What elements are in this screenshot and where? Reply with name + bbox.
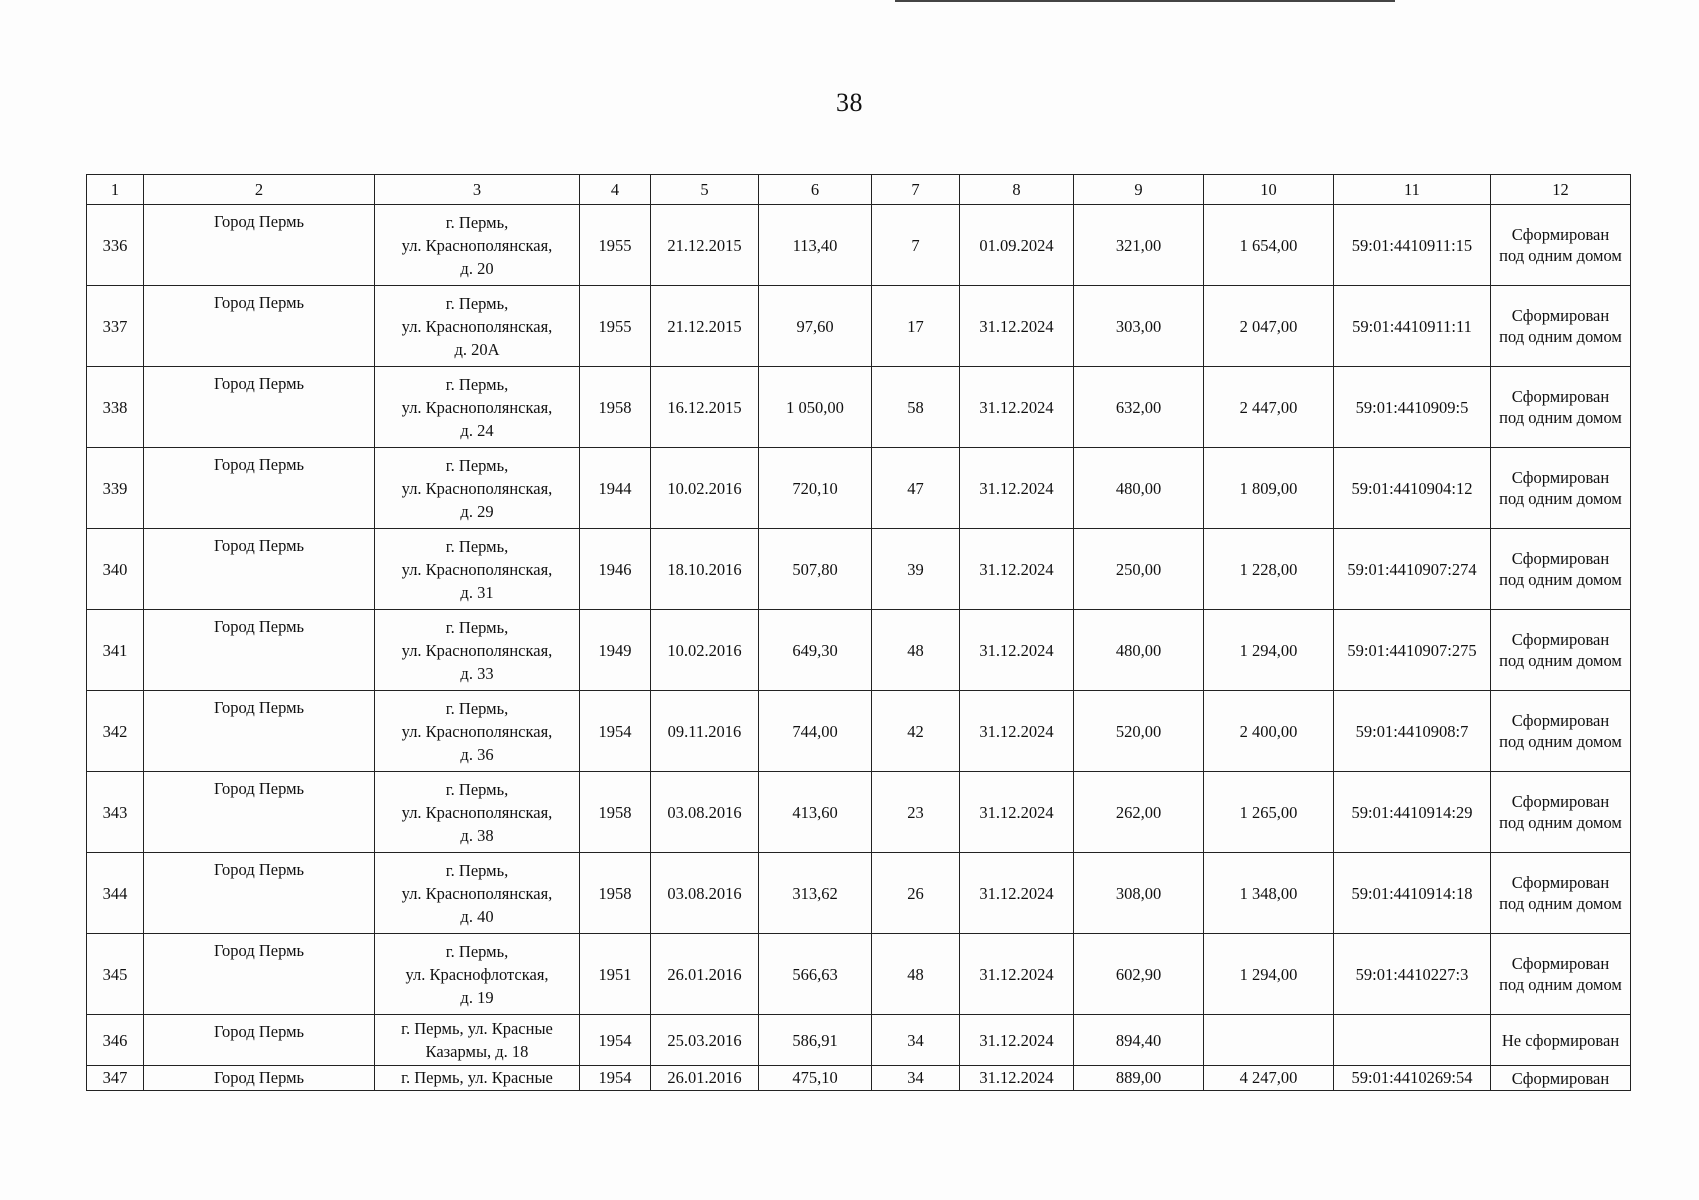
row-number-cell: 338 [87,367,144,448]
count-cell: 42 [872,691,960,772]
column-header: 6 [759,175,872,205]
address-line: ул. Краснополянская, [401,640,553,660]
value-cell: 2 400,00 [1204,691,1334,772]
date-cell: 25.03.2016 [651,1015,759,1066]
value-cell: 1 294,00 [1204,934,1334,1015]
address-line: г. Пермь, [445,779,509,799]
status-line: под одним домом [1499,894,1622,913]
status-line: под одним домом [1499,489,1622,508]
year-cell: 1946 [580,529,651,610]
status-cell [1491,529,1631,610]
deadline-cell: 31.12.2024 [960,934,1074,1015]
address-cell [375,448,580,529]
count-cell: 26 [872,853,960,934]
row-number-cell: 339 [87,448,144,529]
deadline-cell: 31.12.2024 [960,772,1074,853]
status-line: под одним домом [1499,327,1622,346]
address-cell [375,691,580,772]
column-header: 3 [375,175,580,205]
row-number-cell: 347 [87,1066,144,1091]
address-line: г. Пермь, [445,941,509,961]
address-line: г. Пермь, [445,455,509,475]
year-cell: 1944 [580,448,651,529]
address-line: г. Пермь, [445,293,509,313]
status-line: Сформирован [1511,549,1610,568]
status-line: под одним домом [1499,732,1622,751]
status-cell [1491,853,1631,934]
value-cell: 889,00 [1074,1066,1204,1091]
value-cell: 602,90 [1074,934,1204,1015]
status-cell [1491,934,1631,1015]
column-header: 10 [1204,175,1334,205]
address-line: г. Пермь, [445,860,509,880]
region-cell: Город Пермь [144,610,375,691]
status-line: Не сформирован [1501,1030,1620,1050]
count-cell: 7 [872,205,960,286]
count-cell: 34 [872,1015,960,1066]
deadline-cell: 31.12.2024 [960,610,1074,691]
address-cell [375,772,580,853]
row-number-cell: 340 [87,529,144,610]
status-line: Сформирован [1511,306,1610,325]
date-cell: 10.02.2016 [651,610,759,691]
table-row [87,1066,1631,1091]
table-row [87,691,1631,772]
column-header: 4 [580,175,651,205]
area-cell: 475,10 [759,1066,872,1091]
deadline-cell: 31.12.2024 [960,1015,1074,1066]
region-cell: Город Пермь [144,448,375,529]
status-line: под одним домом [1499,813,1622,832]
region-cell: Город Пермь [144,529,375,610]
deadline-cell: 31.12.2024 [960,448,1074,529]
status-line: под одним домом [1499,570,1622,589]
cadastral-cell: 59:01:4410914:29 [1334,772,1491,853]
scan-edge-rule [895,0,1395,2]
deadline-cell: 31.12.2024 [960,367,1074,448]
cadastral-cell: 59:01:4410911:11 [1334,286,1491,367]
status-line: под одним домом [1499,408,1622,427]
row-number-cell: 337 [87,286,144,367]
status-line: Сформирован [1511,225,1610,244]
date-cell: 10.02.2016 [651,448,759,529]
cadastral-cell: 59:01:4410227:3 [1334,934,1491,1015]
address-line: ул. Краснополянская, [401,397,553,417]
address-line: д. 24 [460,420,494,440]
date-cell: 18.10.2016 [651,529,759,610]
area-cell: 566,63 [759,934,872,1015]
region-cell: Город Пермь [144,205,375,286]
deadline-cell: 01.09.2024 [960,205,1074,286]
date-cell: 21.12.2015 [651,286,759,367]
address-cell [375,853,580,934]
status-cell [1491,205,1631,286]
table-body [87,205,1631,1091]
count-cell: 39 [872,529,960,610]
deadline-cell: 31.12.2024 [960,286,1074,367]
address-line: ул. Краснополянская, [401,235,553,255]
value-cell: 303,00 [1074,286,1204,367]
address-line: д. 36 [460,744,494,764]
table-row [87,367,1631,448]
value-cell: 321,00 [1074,205,1204,286]
column-header: 1 [87,175,144,205]
address-line: г. Пермь, [445,698,509,718]
table-row [87,448,1631,529]
value-cell: 2 447,00 [1204,367,1334,448]
status-line: Сформирован [1511,1068,1610,1088]
area-cell: 720,10 [759,448,872,529]
area-cell: 649,30 [759,610,872,691]
date-cell: 26.01.2016 [651,1066,759,1091]
cadastral-cell: 59:01:4410911:15 [1334,205,1491,286]
address-line: ул. Краснополянская, [401,478,553,498]
value-cell: 1 809,00 [1204,448,1334,529]
page-number: 38 [836,88,863,117]
year-cell: 1955 [580,205,651,286]
value-cell [1204,1015,1334,1066]
address-line: ул. Краснополянская, [401,316,553,336]
table-row [87,286,1631,367]
status-line: под одним домом [1499,651,1622,670]
address-cell [375,205,580,286]
column-header: 8 [960,175,1074,205]
row-number-cell: 336 [87,205,144,286]
year-cell: 1955 [580,286,651,367]
count-cell: 34 [872,1066,960,1091]
address-line: г. Пермь, [445,374,509,394]
year-cell: 1958 [580,367,651,448]
region-cell: Город Пермь [144,772,375,853]
address-line: д. 20А [454,339,500,359]
address-cell [375,1066,580,1091]
year-cell: 1958 [580,853,651,934]
area-cell: 313,62 [759,853,872,934]
row-number-cell: 345 [87,934,144,1015]
value-cell: 262,00 [1074,772,1204,853]
value-cell: 1 294,00 [1204,610,1334,691]
address-cell [375,1015,580,1066]
status-cell [1491,1015,1631,1066]
year-cell: 1954 [580,691,651,772]
address-cell [375,610,580,691]
column-header: 7 [872,175,960,205]
cadastral-cell: 59:01:4410914:18 [1334,853,1491,934]
deadline-cell: 31.12.2024 [960,853,1074,934]
column-header: 11 [1334,175,1491,205]
deadline-cell: 31.12.2024 [960,529,1074,610]
value-cell: 1 348,00 [1204,853,1334,934]
address-line: д. 19 [460,987,494,1007]
value-cell: 1 228,00 [1204,529,1334,610]
value-cell: 2 047,00 [1204,286,1334,367]
column-header: 9 [1074,175,1204,205]
year-cell: 1958 [580,772,651,853]
row-number-cell: 346 [87,1015,144,1066]
count-cell: 48 [872,610,960,691]
status-line: Сформирован [1511,711,1610,730]
address-line: г. Пермь, ул. Красные [401,1019,553,1038]
row-number-cell: 343 [87,772,144,853]
region-cell: Город Пермь [144,1015,375,1066]
value-cell: 4 247,00 [1204,1066,1334,1091]
value-cell: 480,00 [1074,448,1204,529]
date-cell: 26.01.2016 [651,934,759,1015]
address-line: г. Пермь, [445,212,509,232]
table-row [87,934,1631,1015]
row-number-cell: 342 [87,691,144,772]
count-cell: 17 [872,286,960,367]
value-cell: 1 265,00 [1204,772,1334,853]
address-line: г. Пермь, [445,536,509,556]
value-cell: 894,40 [1074,1015,1204,1066]
table-row [87,205,1631,286]
date-cell: 03.08.2016 [651,772,759,853]
region-cell: Город Пермь [144,286,375,367]
cadastral-cell: 59:01:4410909:5 [1334,367,1491,448]
date-cell: 16.12.2015 [651,367,759,448]
year-cell: 1954 [580,1066,651,1091]
status-cell [1491,448,1631,529]
address-line: д. 29 [460,501,494,521]
status-cell [1491,610,1631,691]
count-cell: 48 [872,934,960,1015]
year-cell: 1951 [580,934,651,1015]
year-cell: 1954 [580,1015,651,1066]
address-line: ул. Краснополянская, [401,559,553,579]
area-cell: 113,40 [759,205,872,286]
region-cell: Город Пермь [144,691,375,772]
cadastral-cell [1334,1015,1491,1066]
address-cell [375,367,580,448]
status-line: Сформирован [1511,630,1610,649]
count-cell: 47 [872,448,960,529]
status-cell [1491,691,1631,772]
region-cell: Город Пермь [144,367,375,448]
address-line: д. 40 [460,906,494,926]
cadastral-cell: 59:01:4410907:275 [1334,610,1491,691]
table-row [87,1015,1631,1066]
table-row [87,610,1631,691]
cadastral-cell: 59:01:4410904:12 [1334,448,1491,529]
region-cell: Город Пермь [144,1066,375,1091]
area-cell: 1 050,00 [759,367,872,448]
count-cell: 23 [872,772,960,853]
address-line: ул. Краснофлотская, [405,964,549,984]
cadastral-cell: 59:01:4410907:274 [1334,529,1491,610]
column-header: 2 [144,175,375,205]
area-cell: 586,91 [759,1015,872,1066]
date-cell: 09.11.2016 [651,691,759,772]
address-line: ул. Краснополянская, [401,802,553,822]
date-cell: 21.12.2015 [651,205,759,286]
address-line: г. Пермь, ул. Красные [401,1068,553,1087]
address-line: Казармы, д. 18 [425,1042,529,1061]
value-cell: 308,00 [1074,853,1204,934]
value-cell: 250,00 [1074,529,1204,610]
address-line: ул. Краснополянская, [401,883,553,903]
cadastral-cell: 59:01:4410908:7 [1334,691,1491,772]
status-line: под одним домом [1499,975,1622,994]
address-line: д. 33 [460,663,494,683]
cadastral-cell: 59:01:4410269:54 [1334,1066,1491,1091]
header-row [87,175,1631,205]
value-cell: 480,00 [1074,610,1204,691]
region-cell: Город Пермь [144,853,375,934]
year-cell: 1949 [580,610,651,691]
status-line: под одним домом [1499,246,1622,265]
status-line: Сформирован [1511,387,1610,406]
status-line: Сформирован [1511,954,1610,973]
area-cell: 413,60 [759,772,872,853]
column-header: 12 [1491,175,1631,205]
date-cell: 03.08.2016 [651,853,759,934]
address-line: д. 20 [460,258,494,278]
table-header [87,175,1631,205]
status-cell [1491,772,1631,853]
address-cell [375,934,580,1015]
area-cell: 97,60 [759,286,872,367]
address-line: д. 31 [460,582,494,602]
status-line: Сформирован [1511,873,1610,892]
column-header: 5 [651,175,759,205]
value-cell: 632,00 [1074,367,1204,448]
table-row [87,529,1631,610]
status-cell [1491,286,1631,367]
row-number-cell: 341 [87,610,144,691]
deadline-cell: 31.12.2024 [960,691,1074,772]
deadline-cell: 31.12.2024 [960,1066,1074,1091]
value-cell: 520,00 [1074,691,1204,772]
status-cell [1491,1066,1631,1091]
status-line: Сформирован [1511,468,1610,487]
status-cell [1491,367,1631,448]
region-cell: Город Пермь [144,934,375,1015]
register-table [86,174,1631,1091]
value-cell: 1 654,00 [1204,205,1334,286]
address-cell [375,286,580,367]
table-row [87,772,1631,853]
address-line: ул. Краснополянская, [401,721,553,741]
area-cell: 744,00 [759,691,872,772]
row-number-cell: 344 [87,853,144,934]
status-line: Сформирован [1511,792,1610,811]
table-row [87,853,1631,934]
count-cell: 58 [872,367,960,448]
address-line: д. 38 [460,825,494,845]
address-line: г. Пермь, [445,617,509,637]
area-cell: 507,80 [759,529,872,610]
address-cell [375,529,580,610]
